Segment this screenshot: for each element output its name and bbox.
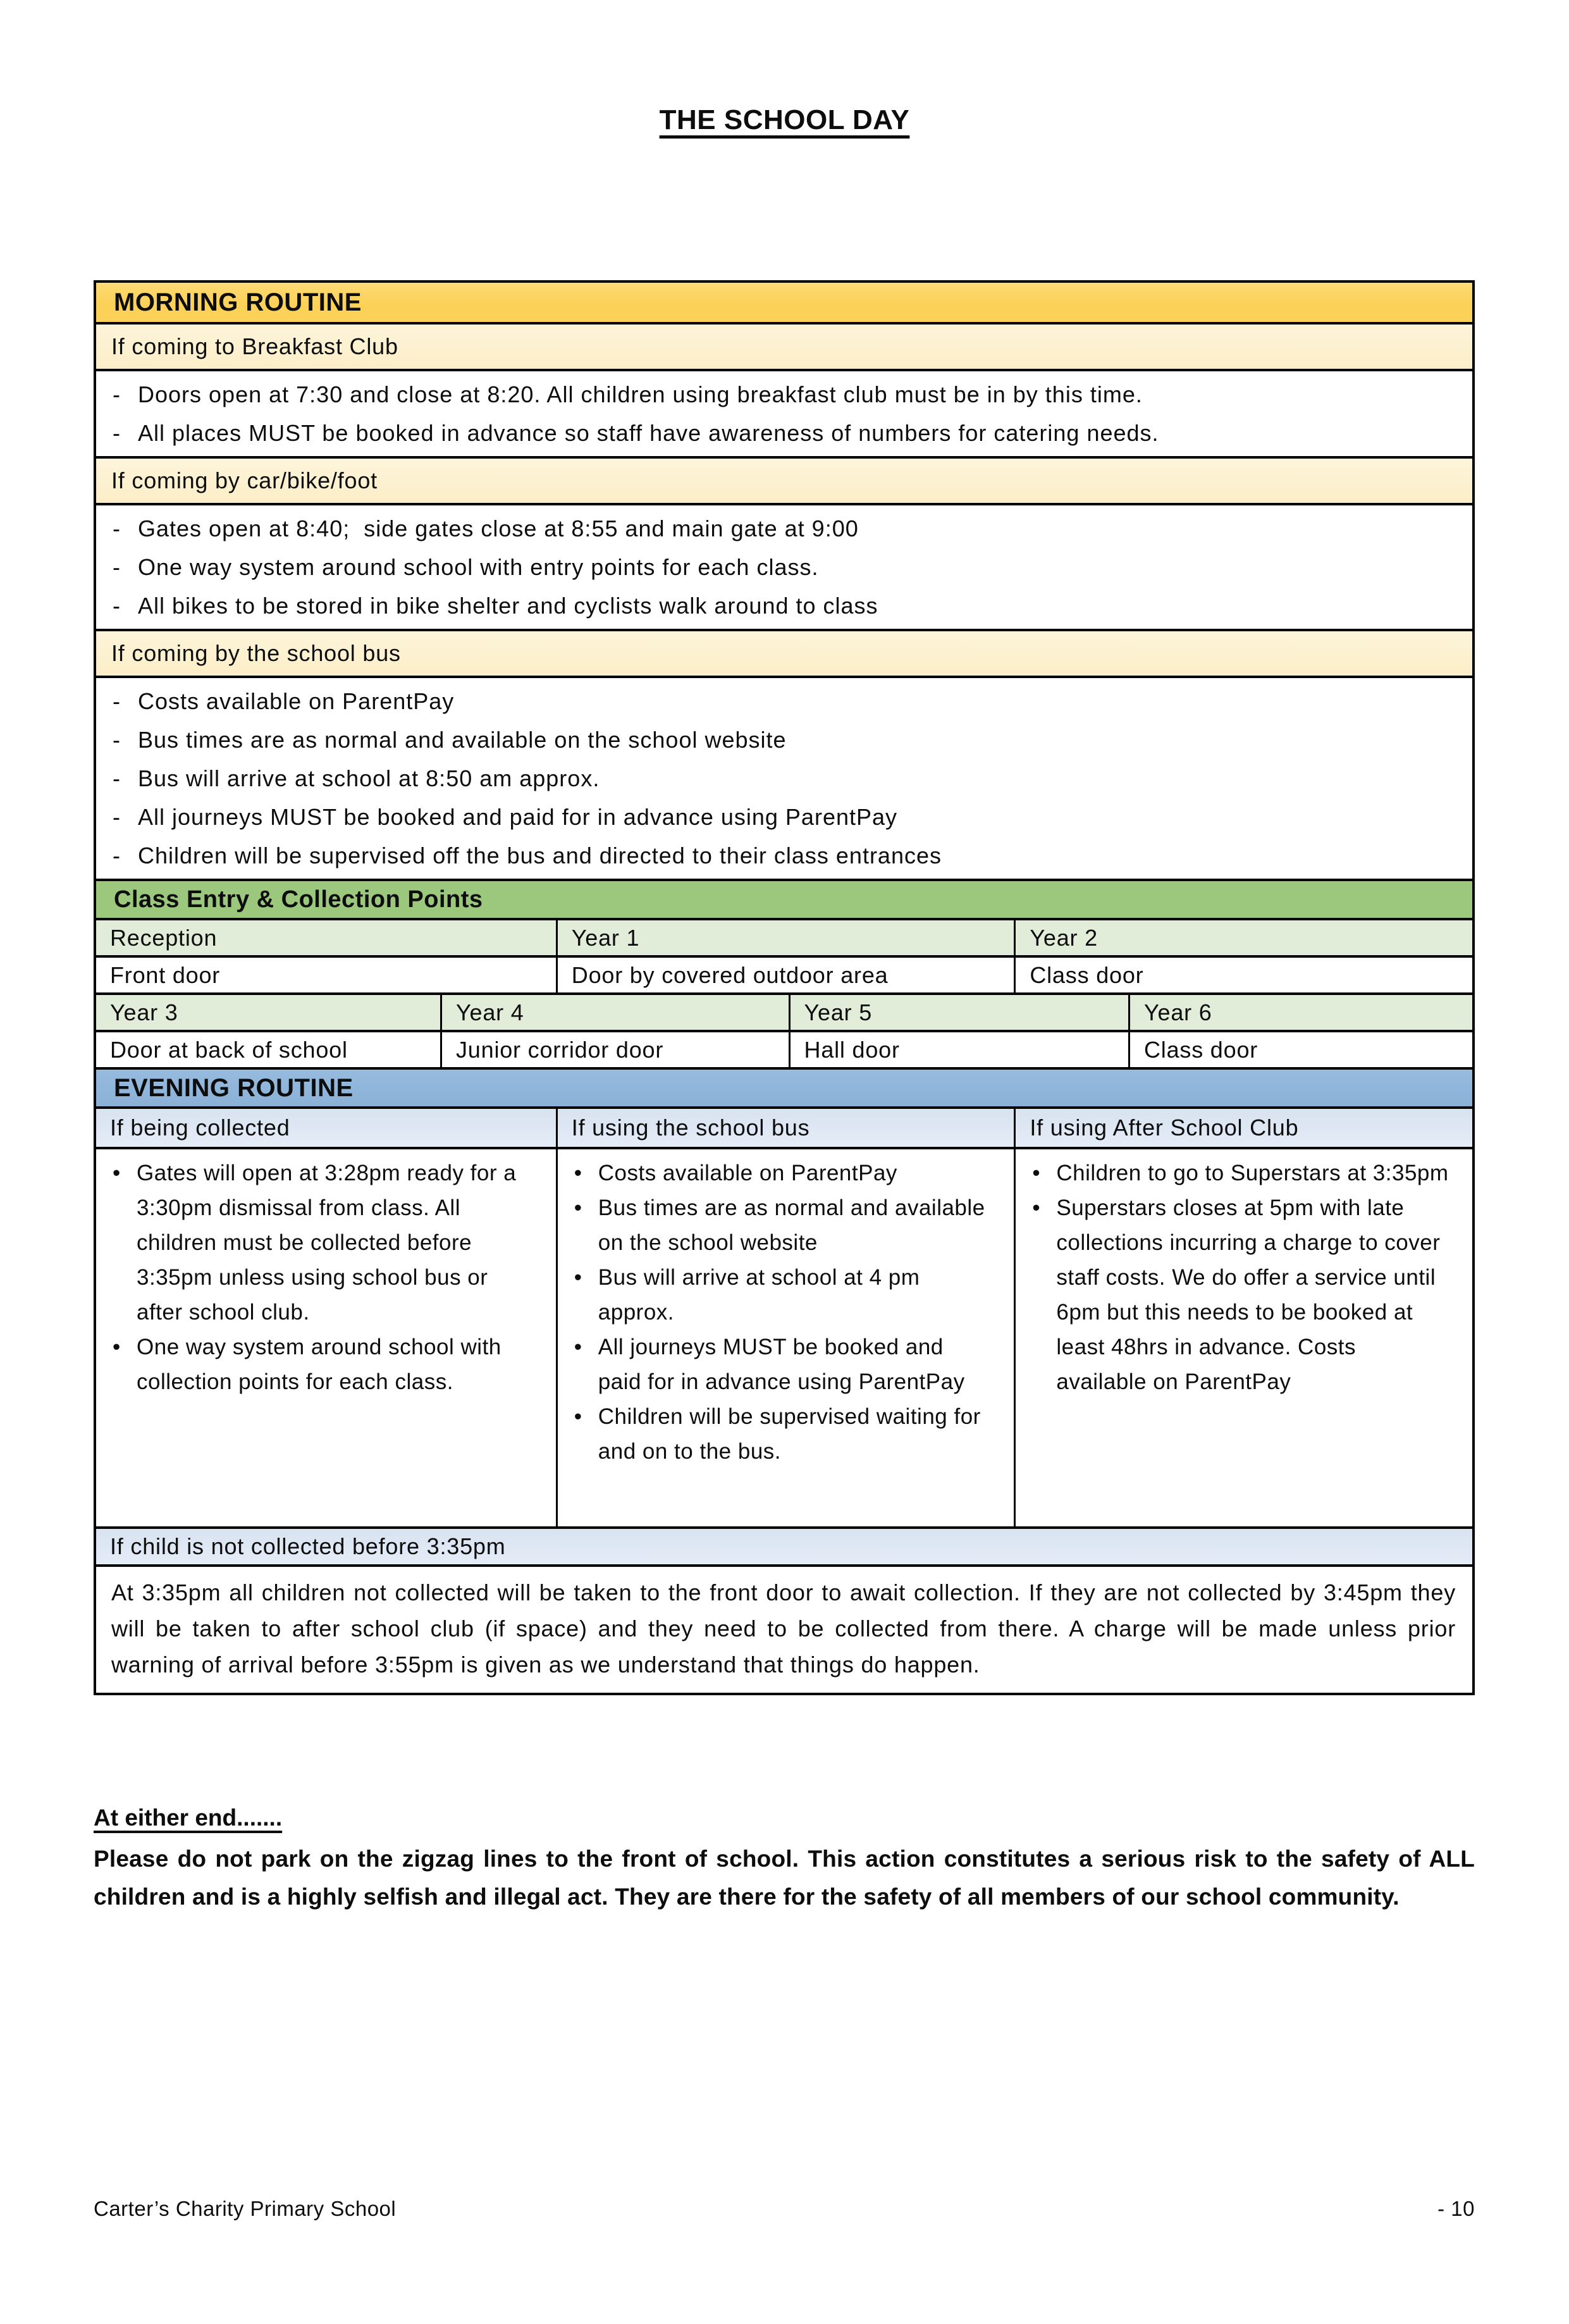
bullet-text: Gates open at 8:40; side gates close at 8:55 and main gate at 9:00: [138, 516, 859, 541]
bullet-text: Costs available on ParentPay: [598, 1161, 897, 1185]
being-collected-column: [96, 1149, 556, 1526]
evening-routine-header: [96, 1067, 1472, 1106]
dot-marker: •: [1032, 1196, 1041, 1220]
bullet-text: Bus times are as normal and available on the school website: [598, 1196, 992, 1255]
dash-marker: -: [113, 843, 121, 868]
bullet-text: Children will be supervised waiting for and on to the bus.: [598, 1404, 988, 1464]
bullet-text: All journeys MUST be booked and paid for in advance using ParentPay: [138, 804, 898, 830]
bullet-text: All journeys MUST be booked and paid for in advance using ParentPay: [598, 1335, 965, 1394]
bullet-item: [1016, 1156, 1472, 1190]
cell-reception: Reception: [96, 920, 556, 955]
cell-front-door: Front door: [110, 961, 221, 988]
dot-marker: •: [113, 1161, 121, 1185]
dash-marker: -: [113, 516, 121, 541]
dash-marker: -: [113, 804, 121, 830]
evening-content-row: [96, 1147, 1472, 1526]
dot-marker: •: [574, 1335, 582, 1359]
subheader-car-bike-foot: [96, 456, 1472, 503]
class-entry-door-row-1: [96, 955, 1472, 992]
bullet-text: All places MUST be booked in advance so staff have awareness of numbers for catering needs.: [138, 420, 1159, 446]
bullet-text: Children to go to Superstars at 3:35pm: [1056, 1161, 1449, 1185]
at-either-end-heading: [94, 1805, 1475, 1831]
bullet-item: [96, 509, 1472, 548]
dot-marker: •: [574, 1196, 582, 1220]
cell-year-5: Year 5: [789, 995, 1128, 1030]
cell-door-back-school: Door at back of school: [110, 1036, 348, 1063]
page-title-text: THE SCHOOL DAY: [659, 104, 910, 135]
class-entry-year-row-2: [96, 992, 1472, 1030]
bullet-text: One way system around school with entry points for each class.: [138, 554, 819, 580]
dash-marker: -: [113, 688, 121, 714]
cell-hall-door: Hall door: [789, 1032, 1128, 1067]
cell-class-door-y6: Class door: [1128, 1032, 1472, 1067]
subheader-not-collected: [96, 1526, 1472, 1564]
class-entry-header: [96, 879, 1472, 918]
bullet-item: [96, 1156, 556, 1330]
bullet-item: [96, 548, 1472, 586]
cell-class-door-y2: Class door: [1014, 958, 1472, 992]
bullet-item: [558, 1190, 1014, 1260]
bullet-item: [96, 682, 1472, 720]
cell-year-3: Year 3: [96, 995, 440, 1030]
dot-marker: •: [113, 1335, 121, 1359]
bullet-item: [96, 836, 1472, 875]
footer-page-number: - 10: [1437, 2197, 1475, 2220]
dash-marker: -: [113, 554, 121, 580]
class-entry-header-text: Class Entry & Collection Points: [114, 886, 483, 913]
bullet-text: Superstars closes at 5pm with late collections incurring a charge to cover staff costs. We do offer a service until 6pm but this needs to be booked at least 48hrs in advance. Costs available on ParentPay: [1056, 1196, 1447, 1394]
subheader-breakfast-club-text: If coming to Breakfast Club: [111, 333, 398, 359]
subheader-school-bus-morning: [96, 629, 1472, 676]
school-bus-evening-column: [556, 1149, 1014, 1526]
at-either-end-section: [94, 1805, 1475, 1916]
bullet-text: Gates will open at 3:28pm ready for a 3:30pm dismissal from class. All children must be collected before 3:35pm unless using school bus or after school club.: [137, 1161, 523, 1325]
footer-school-name: Carter’s Charity Primary School: [94, 2197, 397, 2220]
breakfast-club-bullets: [96, 369, 1472, 456]
subheader-car-bike-foot-text: If coming by car/bike/foot: [111, 467, 378, 493]
cell-year-6: Year 6: [1128, 995, 1472, 1030]
bullet-item: [96, 375, 1472, 414]
dash-marker: -: [113, 727, 121, 753]
bullet-item: [558, 1156, 1014, 1190]
bullet-item: [558, 1399, 1014, 1469]
bullet-item: [96, 759, 1472, 798]
dash-marker: -: [113, 593, 121, 619]
bullet-text: Doors open at 7:30 and close at 8:20. All children using breakfast club must be in by this time.: [138, 381, 1143, 407]
morning-routine-header-text: MORNING ROUTINE: [114, 288, 362, 316]
at-either-end-heading-text: At either end.......: [94, 1805, 283, 1831]
school-bus-morning-bullets: [96, 676, 1472, 879]
bullet-item: [96, 720, 1472, 759]
bullet-item: [1016, 1190, 1472, 1399]
subheader-not-collected-text: If child is not collected before 3:35pm: [110, 1533, 506, 1559]
dot-marker: •: [1032, 1161, 1041, 1185]
evening-routine-header-text: EVENING ROUTINE: [114, 1073, 354, 1102]
page-title: [0, 104, 1569, 136]
document-page: [0, 104, 1569, 2324]
dot-marker: •: [574, 1404, 582, 1429]
cell-year-1: Year 1: [556, 920, 1014, 955]
bullet-text: Bus will arrive at school at 8:50 am approx.: [138, 765, 600, 791]
subheader-school-bus-evening: If using the school bus: [556, 1109, 1014, 1147]
class-entry-door-row-2: [96, 1030, 1472, 1067]
school-day-table: [94, 280, 1475, 1695]
after-school-club-column: [1014, 1149, 1472, 1526]
bullet-item: [558, 1330, 1014, 1399]
cell-junior-corridor-door: Junior corridor door: [440, 1032, 789, 1067]
not-collected-paragraph: At 3:35pm all children not collected will be taken to the front door to await collection. If they are not collected by 3:45pm they will be taken to after school club (if space) and they need to be collected from there. A charge will be made unless prior warning of arrival before 3:55pm is given as we understand that things do happen.: [96, 1564, 1472, 1693]
dash-marker: -: [113, 765, 121, 791]
evening-subheader-row: [96, 1106, 1472, 1147]
dot-marker: •: [574, 1265, 582, 1290]
subheader-breakfast-club: [96, 322, 1472, 369]
bullet-text: Children will be supervised off the bus and directed to their class entrances: [138, 843, 942, 868]
zigzag-warning-paragraph: Please do not park on the zigzag lines to the front of school. This action constitutes a serious risk to the safety of ALL children and is a highly selfish and illegal act. They are there for the safety of all members of our school community.: [94, 1846, 1475, 1910]
car-bike-foot-bullets: [96, 503, 1472, 629]
bullet-item: [96, 414, 1472, 452]
bullet-text: Costs available on ParentPay: [138, 688, 455, 714]
dash-marker: -: [113, 381, 121, 407]
bullet-text: Bus times are as normal and available on the school website: [138, 727, 787, 753]
morning-routine-header: [96, 283, 1472, 322]
subheader-school-bus-morning-text: If coming by the school bus: [111, 640, 401, 666]
page-footer: [94, 2197, 1475, 2221]
bullet-item: [96, 1330, 556, 1399]
class-entry-year-row-1: [96, 918, 1472, 955]
bullet-text: Bus will arrive at school at 4 pm approx.: [598, 1265, 926, 1325]
cell-year-2: Year 2: [1014, 920, 1472, 955]
bullet-text: All bikes to be stored in bike shelter and cyclists walk around to class: [138, 593, 878, 619]
bullet-item: [96, 798, 1472, 836]
bullet-item: [558, 1260, 1014, 1330]
dash-marker: -: [113, 420, 121, 446]
bullet-item: [96, 586, 1472, 625]
cell-year-4: Year 4: [440, 995, 789, 1030]
dot-marker: •: [574, 1161, 582, 1185]
subheader-after-school-club: If using After School Club: [1014, 1109, 1472, 1147]
subheader-being-collected: If being collected: [96, 1109, 556, 1147]
bullet-text: One way system around school with collection points for each class.: [137, 1335, 508, 1394]
cell-door-covered-area: Door by covered outdoor area: [556, 958, 1014, 992]
